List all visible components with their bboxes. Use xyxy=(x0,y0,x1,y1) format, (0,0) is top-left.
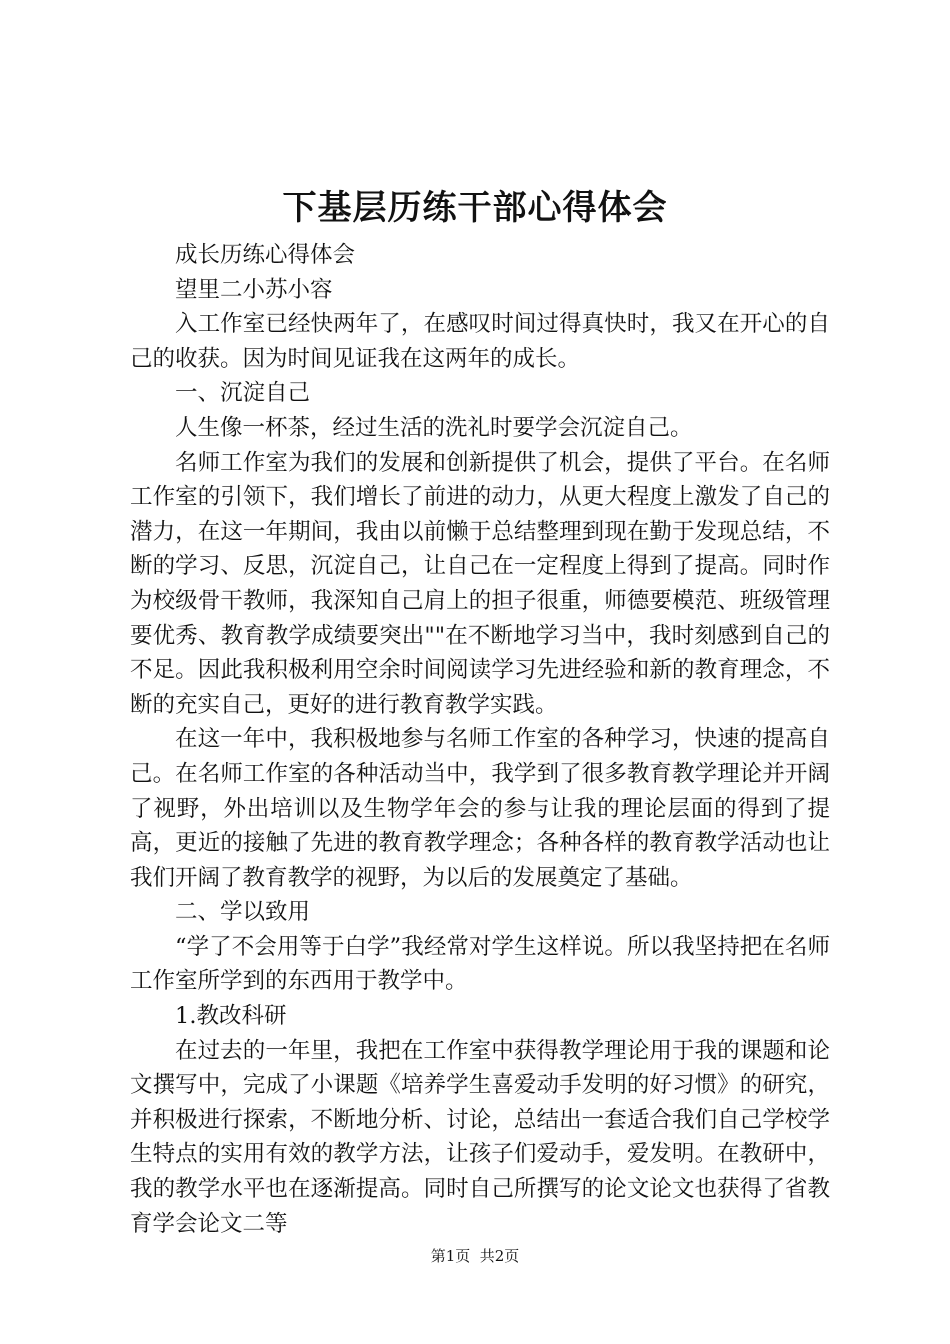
body-paragraph: 在这一年中，我积极地参与名师工作室的各种学习，快速的提高自己。在名师工作室的各种活动当中，我学到了很多教育教学理论并开阔了视野，外出培训以及生物学年会的参与让我的理论层面的得到了提高，更近的接触了先进的教育教学理念；各种各样的教育教学活动也让我们开阔了教育教学的视野，为以后的发展奠定了基础。 xyxy=(130,726,830,891)
section-heading: 一、沉淀自己 xyxy=(175,380,311,407)
section-heading: 二、学以致用 xyxy=(175,899,311,926)
body-paragraph: 入工作室已经快两年了，在感叹时间过得真快时，我又在开心的自己的收获。因为时间见证我在这两年的成长。 xyxy=(130,311,830,372)
body-paragraph: 名师工作室为我们的发展和创新提供了机会，提供了平台。在名师工作室的引领下，我们增长了前进的动力，从更大程度上激发了自己的潜力，在这一年期间，我由以前懒于总结整理到现在勤于发现总结，不断的学习、反思，沉淀自己，让自己在一定程度上得到了提高。同时作为校级骨干教师，我深知自己肩上的担子很重，师德要模范、班级管理要优秀、教育教学成绩要突出""在不断地学习当中，我时刻感到自己的不足。因此我积极利用空余时间阅读学习先进经验和新的教育理念，不断的充实自己，更好的进行教育教学实践。 xyxy=(130,449,830,718)
page-footer xyxy=(0,1244,950,1268)
author-paragraph: 望里二小苏小容 xyxy=(175,276,333,303)
document-body xyxy=(130,238,830,1241)
document-title: 下基层历练干部心得体会 xyxy=(282,188,668,228)
subtitle-paragraph: 成长历练心得体会 xyxy=(175,242,356,268)
body-paragraph: 人生像一杯茶，经过生活的洗礼时要学会沉淀自己。 xyxy=(175,414,693,441)
body-paragraph: “学了不会用等于白学”我经常对学生这样说。所以我坚持把在名师工作室所学到的东西用于教学中。 xyxy=(130,933,830,995)
body-paragraph: 在过去的一年里，我把在工作室中获得教学理论用于我的课题和论文撰写中，完成了小课题《培养学生喜爱动手发明的好习惯》的研究，并积极进行探索，不断地分析、讨论，总结出一套适合我们自己学校学生特点的实用有效的教学方法，让孩子们爱动手，爱发明。在教研中，我的教学水平也在逐渐提高。同时自己所撰写的论文论文也获得了省教育学会论文二等 xyxy=(130,1037,830,1237)
subsection-heading: 1.教改科研 xyxy=(175,1003,287,1030)
page-number: 第1页 共2页 xyxy=(430,1247,520,1265)
